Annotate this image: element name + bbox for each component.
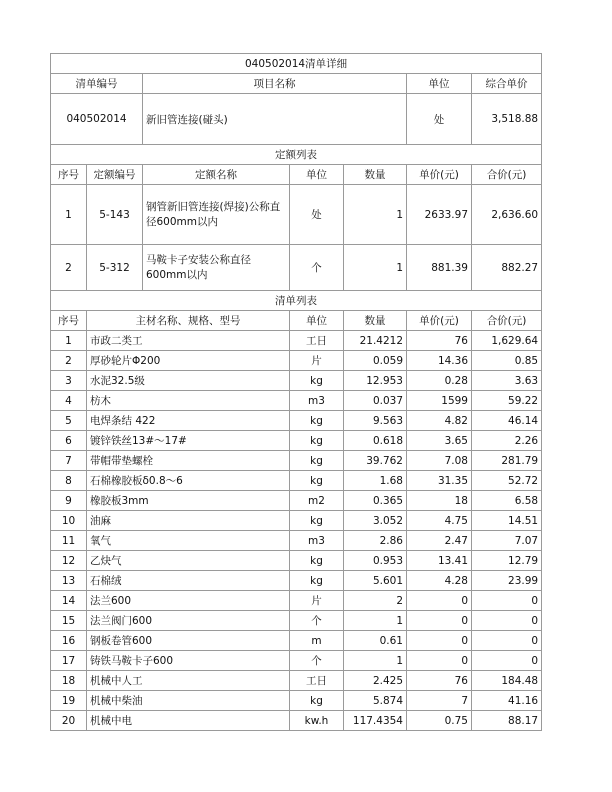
material-cell: kg [290,691,344,711]
material-cell: 20 [51,711,87,731]
material-cell: 个 [290,611,344,631]
material-cell: 2 [51,351,87,371]
material-cell: 19 [51,691,87,711]
material-cell: kw.h [290,711,344,731]
material-cell: kg [290,551,344,571]
material-cell: 7.08 [407,451,472,471]
material-cell: 0.037 [344,391,407,411]
quota-header-cell: 合价(元) [472,165,542,185]
material-cell: 9 [51,491,87,511]
material-cell: 2.26 [472,431,542,451]
material-cell: 1.68 [344,471,407,491]
material-cell: 法兰600 [87,591,290,611]
material-cell: 橡胶板3mm [87,491,290,511]
quota-cell: 1 [344,245,407,291]
item-name: 新旧管连接(碰头) [143,94,407,145]
table-row [51,391,542,411]
material-cell: 2 [344,591,407,611]
material-cell: 6 [51,431,87,451]
material-cell: 2.47 [407,531,472,551]
table-row [51,511,542,531]
quota-cell: 2,636.60 [472,185,542,245]
material-cell: 2.425 [344,671,407,691]
table-row [51,631,542,651]
material-cell: 3.63 [472,371,542,391]
material-cell: 16 [51,631,87,651]
quota-cell: 882.27 [472,245,542,291]
material-cell: 0 [407,631,472,651]
material-cell: kg [290,471,344,491]
material-cell: 0.618 [344,431,407,451]
table-row [51,371,542,391]
material-cell: 1 [51,331,87,351]
quota-section-title: 定额列表 [51,145,542,165]
material-cell: 14.36 [407,351,472,371]
material-cell: 5 [51,411,87,431]
material-cell: 88.17 [472,711,542,731]
table-row [51,711,542,731]
material-cell: 5.601 [344,571,407,591]
material-cell: 11 [51,531,87,551]
material-cell: 12.79 [472,551,542,571]
quota-cell: 马鞍卡子安装公称直径600mm以内 [143,245,290,291]
material-cell: 0.85 [472,351,542,371]
material-cell: 18 [407,491,472,511]
material-cell: 117.4354 [344,711,407,731]
quota-header-cell: 定额名称 [143,165,290,185]
material-cell: 枋木 [87,391,290,411]
material-header-cell: 合价(元) [472,311,542,331]
material-cell: 12.953 [344,371,407,391]
material-cell: 0.75 [407,711,472,731]
material-cell: 片 [290,351,344,371]
material-cell: 0 [407,611,472,631]
material-cell: 59.22 [472,391,542,411]
material-cell: m [290,631,344,651]
table-row [51,591,542,611]
material-cell: 片 [290,591,344,611]
material-cell: 5.874 [344,691,407,711]
material-cell: 0 [472,631,542,651]
material-cell: 4.28 [407,571,472,591]
material-cell: 184.48 [472,671,542,691]
material-cell: 41.16 [472,691,542,711]
material-cell: 石棉绒 [87,571,290,591]
quota-cell: 2633.97 [407,185,472,245]
quota-cell: 5-312 [87,245,143,291]
quota-header-cell: 单价(元) [407,165,472,185]
material-cell: 3.052 [344,511,407,531]
material-cell: 0 [472,611,542,631]
material-cell: kg [290,511,344,531]
quota-header-row [51,165,542,185]
quota-cell: 钢管新旧管连接(焊接)公称直径600mm以内 [143,185,290,245]
material-cell: kg [290,451,344,471]
quota-cell: 881.39 [407,245,472,291]
material-cell: 1599 [407,391,472,411]
table-row [51,451,542,471]
material-cell: 4 [51,391,87,411]
material-cell: 6.58 [472,491,542,511]
item-unit: 处 [407,94,472,145]
material-cell: 3 [51,371,87,391]
material-cell: 7 [51,451,87,471]
material-cell: 带帽带垫螺栓 [87,451,290,471]
material-cell: 机械中柴油 [87,691,290,711]
material-cell: 21.4212 [344,331,407,351]
material-cell: m2 [290,491,344,511]
material-cell: 0 [472,591,542,611]
table-row [51,611,542,631]
material-cell: 14.51 [472,511,542,531]
material-cell: 0.953 [344,551,407,571]
material-cell: 2.86 [344,531,407,551]
material-cell: 10 [51,511,87,531]
material-cell: 13.41 [407,551,472,571]
material-cell: 石棉橡胶板δ0.8～6 [87,471,290,491]
material-cell: 电焊条结 422 [87,411,290,431]
material-cell: m3 [290,531,344,551]
quota-header-cell: 序号 [51,165,87,185]
material-cell: 0.365 [344,491,407,511]
quota-cell: 1 [51,185,87,245]
material-cell: 4.75 [407,511,472,531]
material-cell: 工日 [290,671,344,691]
material-header-cell: 单位 [290,311,344,331]
quota-cell: 5-143 [87,185,143,245]
table-row [51,671,542,691]
table-title: 040502014清单详细 [51,54,542,74]
material-cell: 1,629.64 [472,331,542,351]
material-cell: 281.79 [472,451,542,471]
material-cell: 油麻 [87,511,290,531]
material-header-cell: 单价(元) [407,311,472,331]
material-cell: 0.059 [344,351,407,371]
quota-row [51,245,542,291]
material-cell: 厚砂轮片Φ200 [87,351,290,371]
material-cell: kg [290,571,344,591]
material-cell: 0 [407,651,472,671]
material-cell: 镀锌铁丝13#～17# [87,431,290,451]
material-cell: 23.99 [472,571,542,591]
material-cell: 18 [51,671,87,691]
material-cell: 1 [344,611,407,631]
material-cell: 市政二类工 [87,331,290,351]
material-cell: 钢板卷管600 [87,631,290,651]
material-cell: 46.14 [472,411,542,431]
material-cell: 机械中人工 [87,671,290,691]
quota-row [51,185,542,245]
table-row [51,471,542,491]
material-section-title: 清单列表 [51,291,542,311]
material-cell: 机械中电 [87,711,290,731]
material-cell: 17 [51,651,87,671]
table-row [51,551,542,571]
material-cell: 31.35 [407,471,472,491]
material-cell: kg [290,411,344,431]
quota-header-cell: 数量 [344,165,407,185]
quota-cell: 处 [290,185,344,245]
table-row [51,351,542,371]
header-unit: 单位 [407,74,472,94]
material-cell: 个 [290,651,344,671]
material-cell: 乙炔气 [87,551,290,571]
material-header-cell: 数量 [344,311,407,331]
material-cell: 4.82 [407,411,472,431]
material-header-cell: 主材名称、规格、型号 [87,311,290,331]
table-row [51,651,542,671]
quota-header-cell: 定额编号 [87,165,143,185]
material-cell: m3 [290,391,344,411]
material-cell: 12 [51,551,87,571]
material-cell: 3.65 [407,431,472,451]
material-header-row [51,311,542,331]
material-cell: 工日 [290,331,344,351]
material-cell: 76 [407,671,472,691]
table-row [51,691,542,711]
table-row [51,431,542,451]
quota-header-cell: 单位 [290,165,344,185]
item-price: 3,518.88 [472,94,542,145]
material-cell: kg [290,431,344,451]
material-cell: 0 [407,591,472,611]
table-row [51,531,542,551]
material-cell: 0.28 [407,371,472,391]
material-cell: 7.07 [472,531,542,551]
material-cell: 14 [51,591,87,611]
material-cell: 76 [407,331,472,351]
material-cell: 39.762 [344,451,407,471]
material-cell: 9.563 [344,411,407,431]
material-cell: 15 [51,611,87,631]
table-row [51,411,542,431]
quota-cell: 2 [51,245,87,291]
header-name: 项目名称 [143,74,407,94]
material-cell: 13 [51,571,87,591]
table-row [51,491,542,511]
material-cell: 铸铁马鞍卡子600 [87,651,290,671]
material-cell: kg [290,371,344,391]
material-cell: 1 [344,651,407,671]
material-cell: 水泥32.5级 [87,371,290,391]
table-row [51,331,542,351]
material-cell: 8 [51,471,87,491]
item-code: 040502014 [51,94,143,145]
material-header-cell: 序号 [51,311,87,331]
material-cell: 0.61 [344,631,407,651]
table-row [51,571,542,591]
quota-cell: 1 [344,185,407,245]
quota-cell: 个 [290,245,344,291]
header-price: 综合单价 [472,74,542,94]
material-cell: 氧气 [87,531,290,551]
material-cell: 52.72 [472,471,542,491]
material-cell: 法兰阀门600 [87,611,290,631]
material-cell: 0 [472,651,542,671]
header-code: 清单编号 [51,74,143,94]
bill-detail-table [50,53,542,731]
material-cell: 7 [407,691,472,711]
